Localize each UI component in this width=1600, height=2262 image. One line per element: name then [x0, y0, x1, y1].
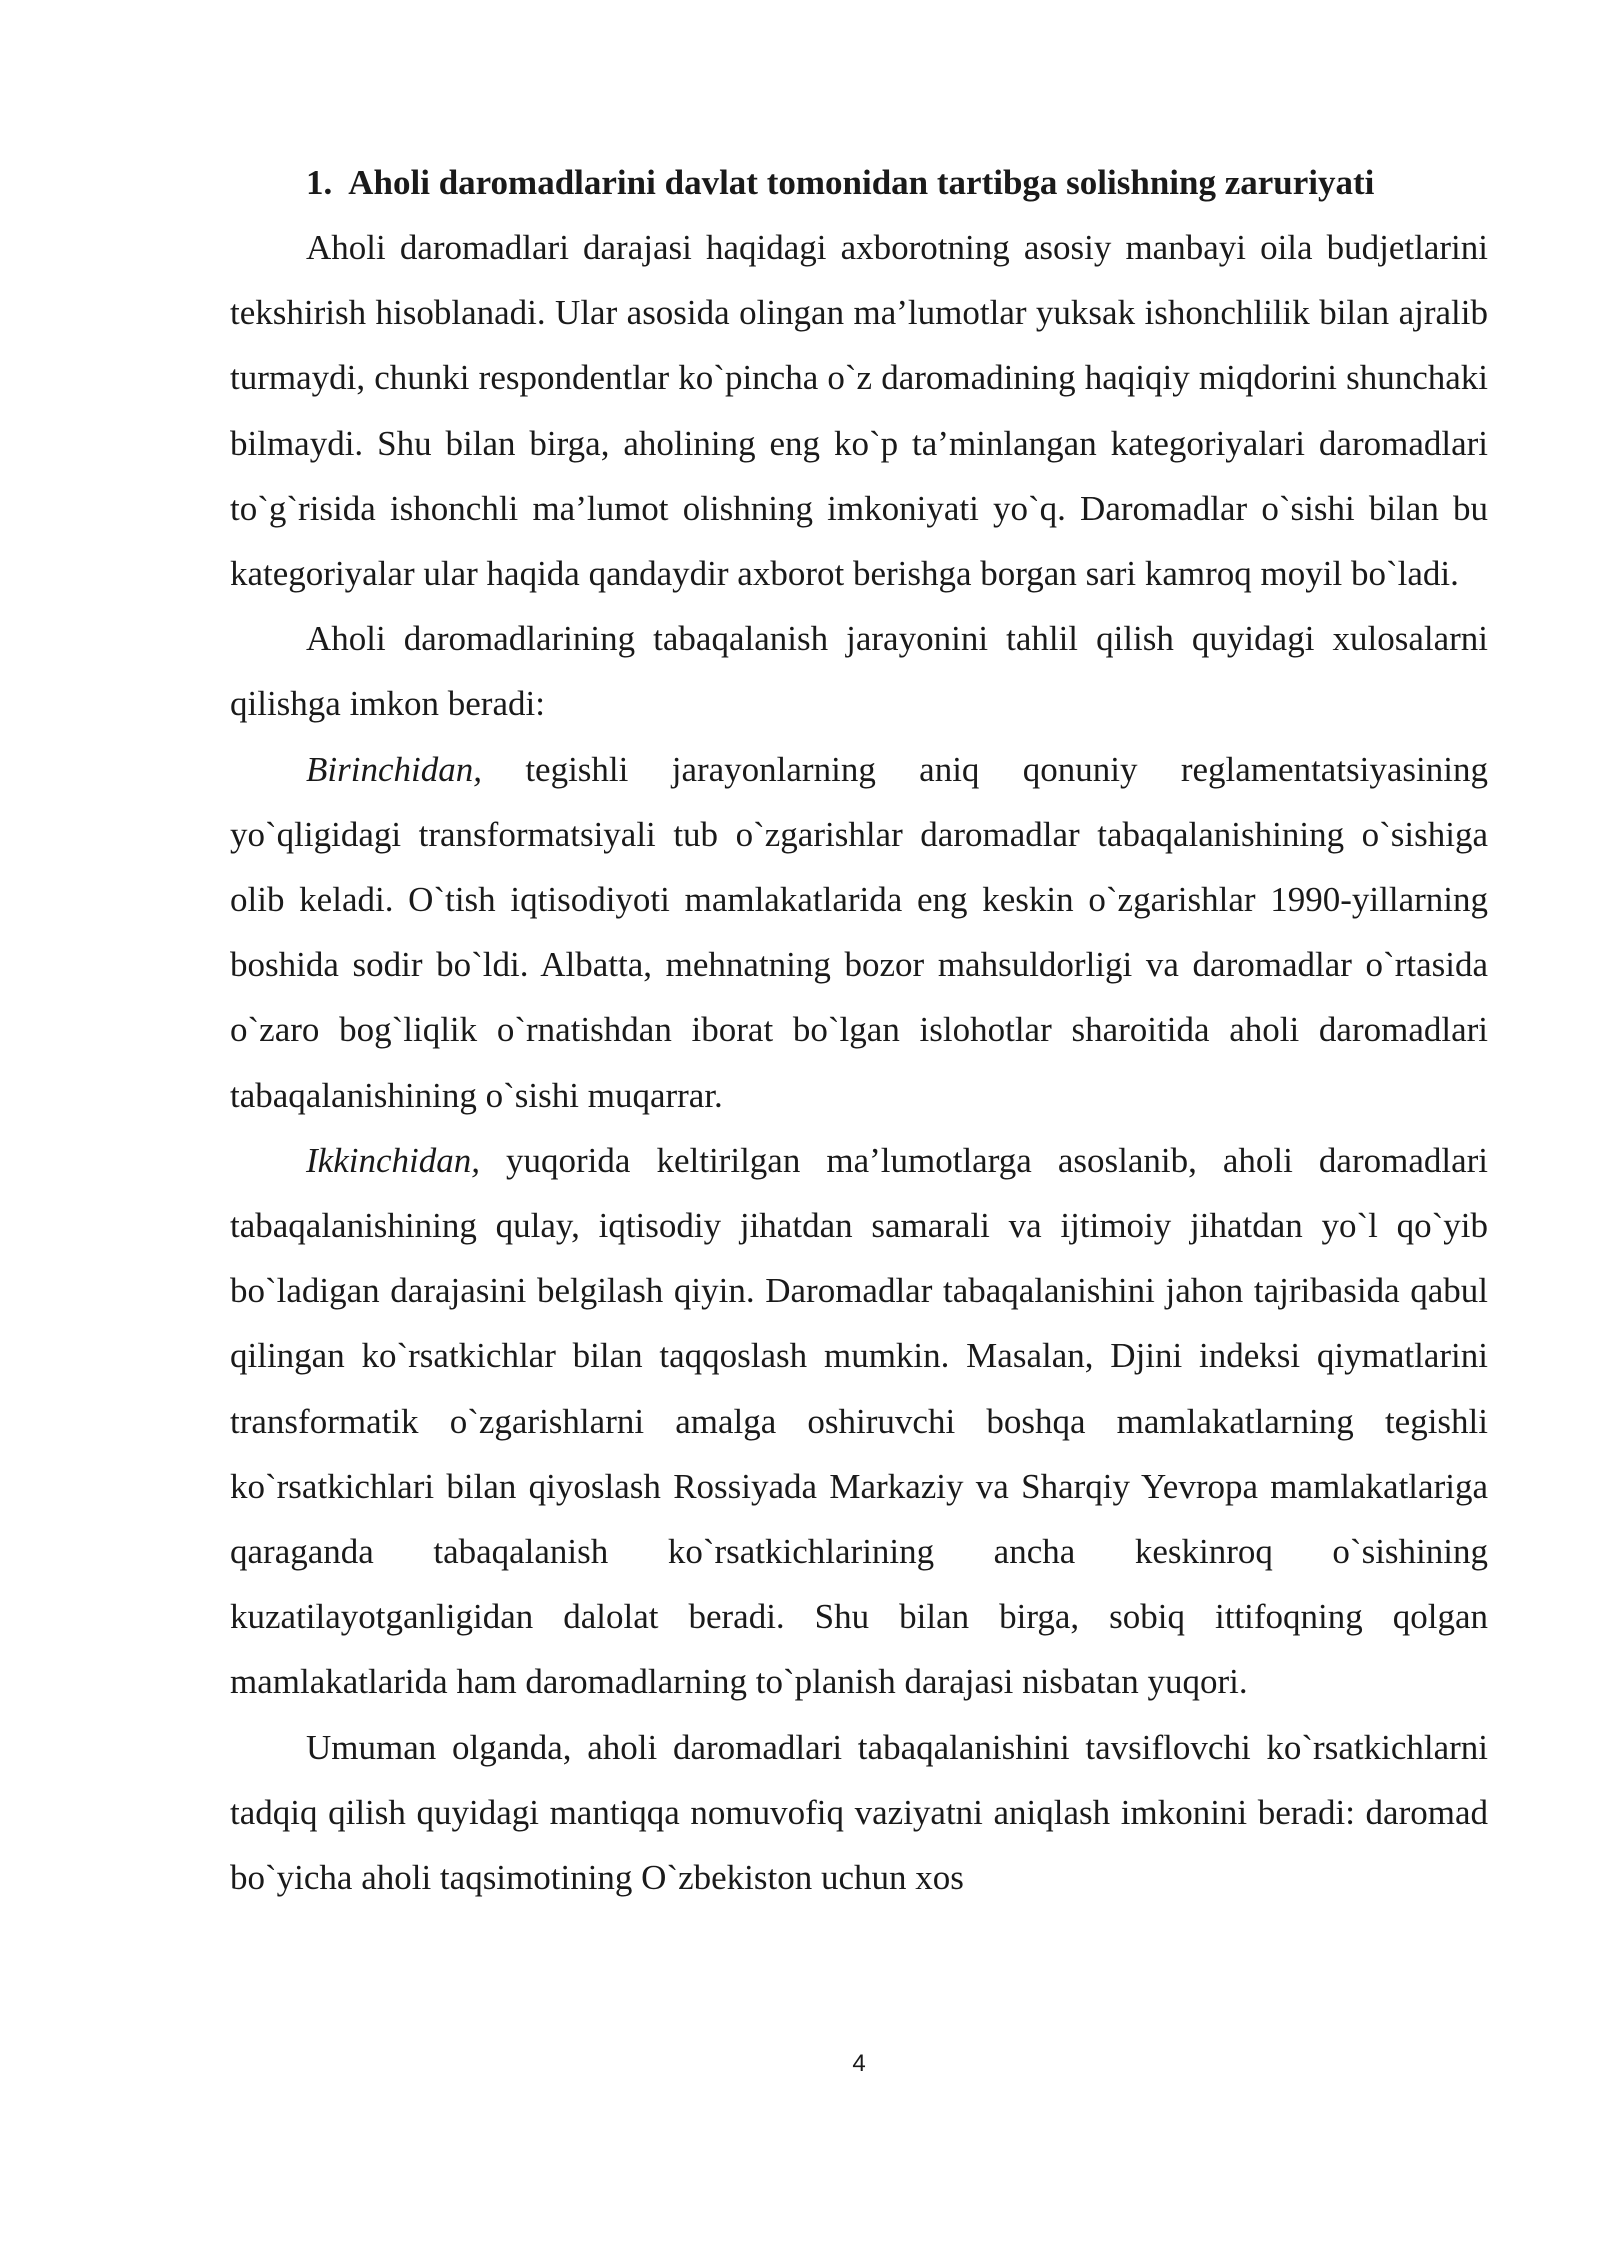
paragraph-text: yuqorida keltirilgan ma’lumotlarga asoslanib, aholi daromadlari tabaqalanishining qulay, iqtisodiy jihatdan samarali va ijtimoiy jihatdan yo`l qo`yib bo`ladigan darajasini belgilash qiyin. Daromadlar tabaqalanishini jahon tajribasida qabul qilingan ko`rsatkichlar bilan taqqoslash mumkin. Masalan, Djini indeksi qiymatlarini transformatik o`zgarishlarni amalga oshiruvchi boshqa mamlakatlarning tegishli ko`rsatkichlari bilan qiyoslash Rossiyada Markaziy va Sharqiy Yevropa mamlakatlariga qaraganda tabaqalanish ko`rsatkichlarining ancha keskinroq o`sishining kuzatilayotganligidan dalolat beradi. Shu bilan birga, sobiq ittifoqning qolgan mamlakatlarida ham daromadlarning to`planish darajasi nisbatan yuqori. — [230, 1140, 1488, 1702]
paragraph-2 — [230, 606, 1488, 736]
section-number: 1. — [306, 163, 333, 202]
section-heading — [230, 150, 1488, 215]
paragraph-5 — [230, 1715, 1488, 1911]
paragraph-text: tegishli jarayonlarning aniq qonuniy reglamentatsiyasining yo`qligidagi transformatsiyali tub o`zgarishlar daromadlar tabaqalanishining o`sishiga olib keladi. O`tish iqtisodiyoti mamlakatlarida eng keskin o`zgarishlar 1990-yillarning boshida sodir bo`ldi. Albatta, mehnatning bozor mahsuldorligi va daromadlar o`rtasida o`zaro bog`liqlik o`rnatishdan iborat bo`lgan islohotlar sharoitida aholi daromadlari tabaqalanishining o`sishi muqarrar. — [230, 749, 1488, 1115]
paragraph-lead: Ikkinchidan, — [306, 1140, 480, 1180]
section-title: Aholi daromadlarini davlat tomonidan tartibga solishning zaruriyati — [348, 163, 1375, 202]
document-page — [230, 150, 1488, 1910]
paragraph-4 — [230, 1128, 1488, 1715]
paragraph-3 — [230, 737, 1488, 1128]
paragraph-text: Aholi daromadlari darajasi haqidagi axborotning asosiy manbayi oila budjetlarini tekshirish hisoblanadi. Ular asosida olingan ma’lumotlar yuksak ishonchlilik bilan ajralib turmaydi, chunki respondentlar ko`pincha o`z daromadining haqiqiy miqdorini shunchaki bilmaydi. Shu bilan birga, aholining eng ko`p ta’minlangan kategoriyalari daromadlari to`g`risida ishonchli ma’lumot olishning imkoniyati yo`q. Daromadlar o`sishi bilan bu kategoriyalar ular haqida qandaydir axborot berishga borgan sari kamroq moyil bo`ladi. — [230, 228, 1488, 594]
paragraph-1 — [230, 215, 1488, 606]
paragraph-text: Umuman olganda, aholi daromadlari tabaqalanishini tavsiflovchi ko`rsatkichlarni tadqiq qilish quyidagi mantiqqa nomuvofiq vaziyatni aniqlash imkonini beradi: daromad bo`yicha aholi taqsimotining O`zbekiston uchun xos — [230, 1727, 1488, 1898]
paragraph-lead: Birinchidan, — [306, 749, 482, 789]
page-number: 4 — [852, 2050, 866, 2077]
paragraph-text: Aholi daromadlarining tabaqalanish jarayonini tahlil qilish quyidagi xulosalarni qilishga imkon beradi: — [230, 619, 1488, 724]
